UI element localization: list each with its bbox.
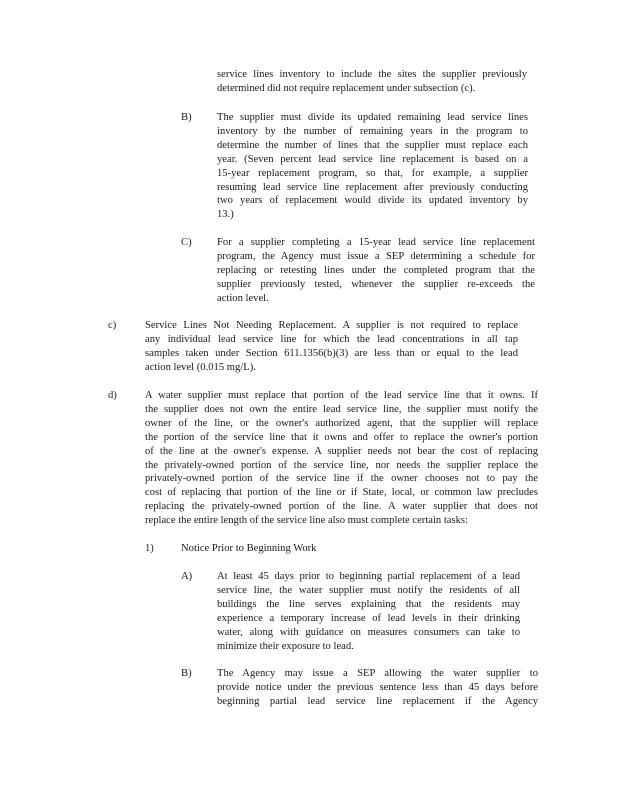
text-line: A water supplier must replace that portion of the lead service line that it owns. If [145, 390, 538, 401]
subitem-label-b: B) [181, 668, 192, 679]
text-line: any individual lead service line for which the lead concentrations in all tap [145, 333, 518, 345]
text-line: Service Lines Not Needing Replacement. A supplier is not required to replace [145, 320, 518, 331]
subsection-b-text [217, 111, 528, 222]
text-line: action level. [217, 292, 269, 304]
text-line: service lines inventory to include the sites the supplier previously [217, 69, 527, 80]
section-label-d: d) [108, 390, 117, 401]
subitem-label-a: A) [181, 571, 193, 582]
text-line: beginning partial lead service line replacement if the Agency [217, 695, 538, 707]
text-line: water, along with guidance on measures consumers can take to [217, 626, 520, 638]
text-line: the privately-owned portion of the service line, nor needs the supplier replace the [145, 459, 538, 471]
text-line: supplier previously tested, whenever the supplier re-exceeds the [217, 278, 535, 290]
text-line: replacing or retesting lines under the completed program that the [217, 264, 535, 276]
text-line: replacing the privately-owned portion of the line. A water supplier that does not [145, 501, 538, 513]
text-line: two years of replacement would divide its updated inventory by [217, 195, 528, 207]
text-line: provide notice under the previous sentence less than 45 days before [217, 681, 538, 693]
text-line: action level (0.015 mg/L). [145, 361, 256, 373]
text-line: cost of replacing that portion of the line or if State, local, or common law precludes [145, 487, 538, 499]
text-line: For a supplier completing a 15-year lead service line replacement [217, 237, 535, 248]
section-c-text [145, 319, 518, 375]
text-line: samples taken under Section 611.1356(b)(3) are less than or equal to the lead [145, 347, 518, 359]
text-line: year. (Seven percent lead service line replacement is based on a [217, 153, 528, 165]
text-line: of the line at the owner's expense. A supplier needs not bear the cost of replacing [145, 445, 538, 457]
text-line: minimize their exposure to lead. [217, 640, 354, 652]
text-line: The supplier must divide its updated remaining lead service lines [217, 112, 528, 123]
continued-paragraph [217, 68, 527, 96]
text-line: 15-year replacement program, so that, for example, a supplier [217, 167, 528, 179]
item-1-title: Notice Prior to Beginning Work [181, 543, 317, 554]
text-line: experience a temporary increase of lead levels in their drinking [217, 612, 520, 624]
text-line: resuming lead service line replacement after previously conducting [217, 181, 528, 193]
section-d-text [145, 389, 538, 528]
subsection-label-b: B) [181, 112, 192, 123]
text-line: At least 45 days prior to beginning partial replacement of a lead [217, 571, 520, 582]
text-line: owner of the line, or the owner's authorized agent, that the supplier will replace [145, 417, 538, 429]
item-label-1: 1) [145, 543, 154, 554]
text-line: program, the Agency must issue a SEP determining a schedule for [217, 250, 535, 262]
text-line: replace the entire length of the service line also must complete certain tasks: [145, 515, 468, 527]
section-label-c: c) [108, 320, 117, 331]
text-line: The Agency may issue a SEP allowing the water supplier to [217, 668, 538, 679]
text-line: the portion of the service line that it owns and offer to replace the owner's portion [145, 431, 538, 443]
subsection-label-c: C) [181, 237, 192, 248]
text-line: buildings the line serves explaining that the residents may [217, 598, 520, 610]
text-line: 13.) [217, 209, 234, 221]
text-line: inventory by the number of remaining years in the program to [217, 125, 528, 137]
text-line: service line, the water supplier must notify the residents of all [217, 584, 520, 596]
subsection-c-text [217, 236, 535, 306]
text-line: the supplier does not own the entire lead service line, the supplier must notify the [145, 403, 538, 415]
subitem-b-text [217, 667, 538, 709]
text-line: determined did not require replacement under subsection (c). [217, 82, 476, 94]
text-line: determine the number of lines that the supplier must replace each [217, 139, 528, 151]
subitem-a-text [217, 570, 520, 653]
text-line: privately-owned portion of the service line if the owner chooses not to pay the [145, 473, 538, 485]
